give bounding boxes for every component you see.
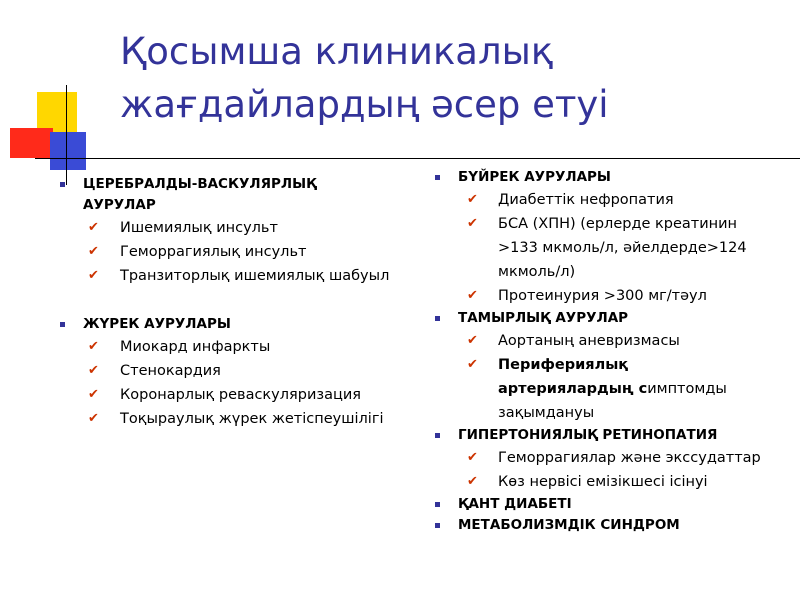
decor-red-square <box>10 128 53 158</box>
list-item: ✔ Көз нервісі емізікшесі ісінуі <box>430 470 780 494</box>
list-item: ✔ Диабеттік нефропатия <box>430 188 780 212</box>
square-bullet-icon <box>435 175 440 180</box>
section-title: ГИПЕРТОНИЯЛЫҚ РЕТИНОПАТИЯ <box>458 427 718 443</box>
square-bullet-icon <box>60 182 65 187</box>
section-vascular-diseases <box>430 308 780 329</box>
square-bullet-icon <box>435 316 440 321</box>
section-kidney-diseases <box>430 167 780 188</box>
square-bullet-icon <box>435 502 440 507</box>
square-bullet-icon <box>435 523 440 528</box>
checkmark-icon: ✔ <box>88 363 99 378</box>
list-item: ✔ Миокард инфаркты <box>55 335 415 359</box>
list-item: ✔ Геморрагиялар және экссудаттар <box>430 446 780 470</box>
section-title: ТАМЫРЛЫҚ АУРУЛАР <box>458 310 629 326</box>
left-column <box>55 174 415 431</box>
right-column <box>430 167 780 536</box>
section-metabolic-syndrome <box>430 515 780 536</box>
section-title-line: ЦЕРЕБРАЛДЫ-ВАСКУЛЯРЛЫҚ <box>83 176 317 192</box>
checkmark-icon: ✔ <box>467 474 478 489</box>
list-item: ✔ Перифериялық артериялардың симптомды зақымдануы <box>430 353 780 425</box>
checkmark-icon: ✔ <box>88 411 99 426</box>
section-title-line: АУРУЛАР <box>83 197 156 213</box>
decor-horizontal-line <box>35 158 800 159</box>
checkmark-icon: ✔ <box>88 220 99 235</box>
checkmark-icon: ✔ <box>88 387 99 402</box>
list-item: ✔ Аортаның аневризмасы <box>430 329 780 353</box>
list-item: ✔ Стенокардия <box>55 359 415 383</box>
list-item: ✔ Ишемиялық инсульт <box>55 216 415 240</box>
square-bullet-icon <box>60 322 65 327</box>
checkmark-icon: ✔ <box>467 192 478 207</box>
checkmark-icon: ✔ <box>467 216 478 231</box>
checkmark-icon: ✔ <box>467 288 478 303</box>
decor-blue-square <box>50 132 86 170</box>
section-title: МЕТАБОЛИЗМДІК СИНДРОМ <box>458 517 680 533</box>
section-title: ҚАНТ ДИАБЕТІ <box>458 496 572 512</box>
list-item: ✔ Коронарлық реваскуляризация <box>55 383 415 407</box>
section-heart-diseases <box>55 314 415 335</box>
list-item: ✔ Тоқыраулық жүрек жетіспеушілігі <box>55 407 415 431</box>
section-title: БҮЙРЕК АУРУЛАРЫ <box>458 169 611 185</box>
list-item: ✔ Геморрагиялық инсульт <box>55 240 415 264</box>
checkmark-icon: ✔ <box>88 268 99 283</box>
checkmark-icon: ✔ <box>88 244 99 259</box>
decor-vertical-line <box>66 85 67 185</box>
checkmark-icon: ✔ <box>88 339 99 354</box>
title-line-1: Қосымша клиникалық <box>120 30 554 73</box>
section-diabetes <box>430 494 780 515</box>
slide-title <box>120 25 780 131</box>
checkmark-icon: ✔ <box>467 357 478 372</box>
list-item: ✔ Протеинурия >300 мг/тәул <box>430 284 780 308</box>
list-item: ✔ БСА (ХПН) (ерлерде креатинин >133 мкмоль/л, әйелдерде>124 мкмоль/л) <box>430 212 780 284</box>
checkmark-icon: ✔ <box>467 333 478 348</box>
list-item: ✔ Транзиторлық ишемиялық шабуыл <box>55 264 415 288</box>
section-cerebrovascular <box>55 174 415 216</box>
section-hypertensive-retinopathy <box>430 425 780 446</box>
checkmark-icon: ✔ <box>467 450 478 465</box>
title-line-2: жағдайлардың әсер етуі <box>120 83 609 126</box>
section-title: ЖҮРЕК АУРУЛАРЫ <box>83 316 231 332</box>
square-bullet-icon <box>435 433 440 438</box>
